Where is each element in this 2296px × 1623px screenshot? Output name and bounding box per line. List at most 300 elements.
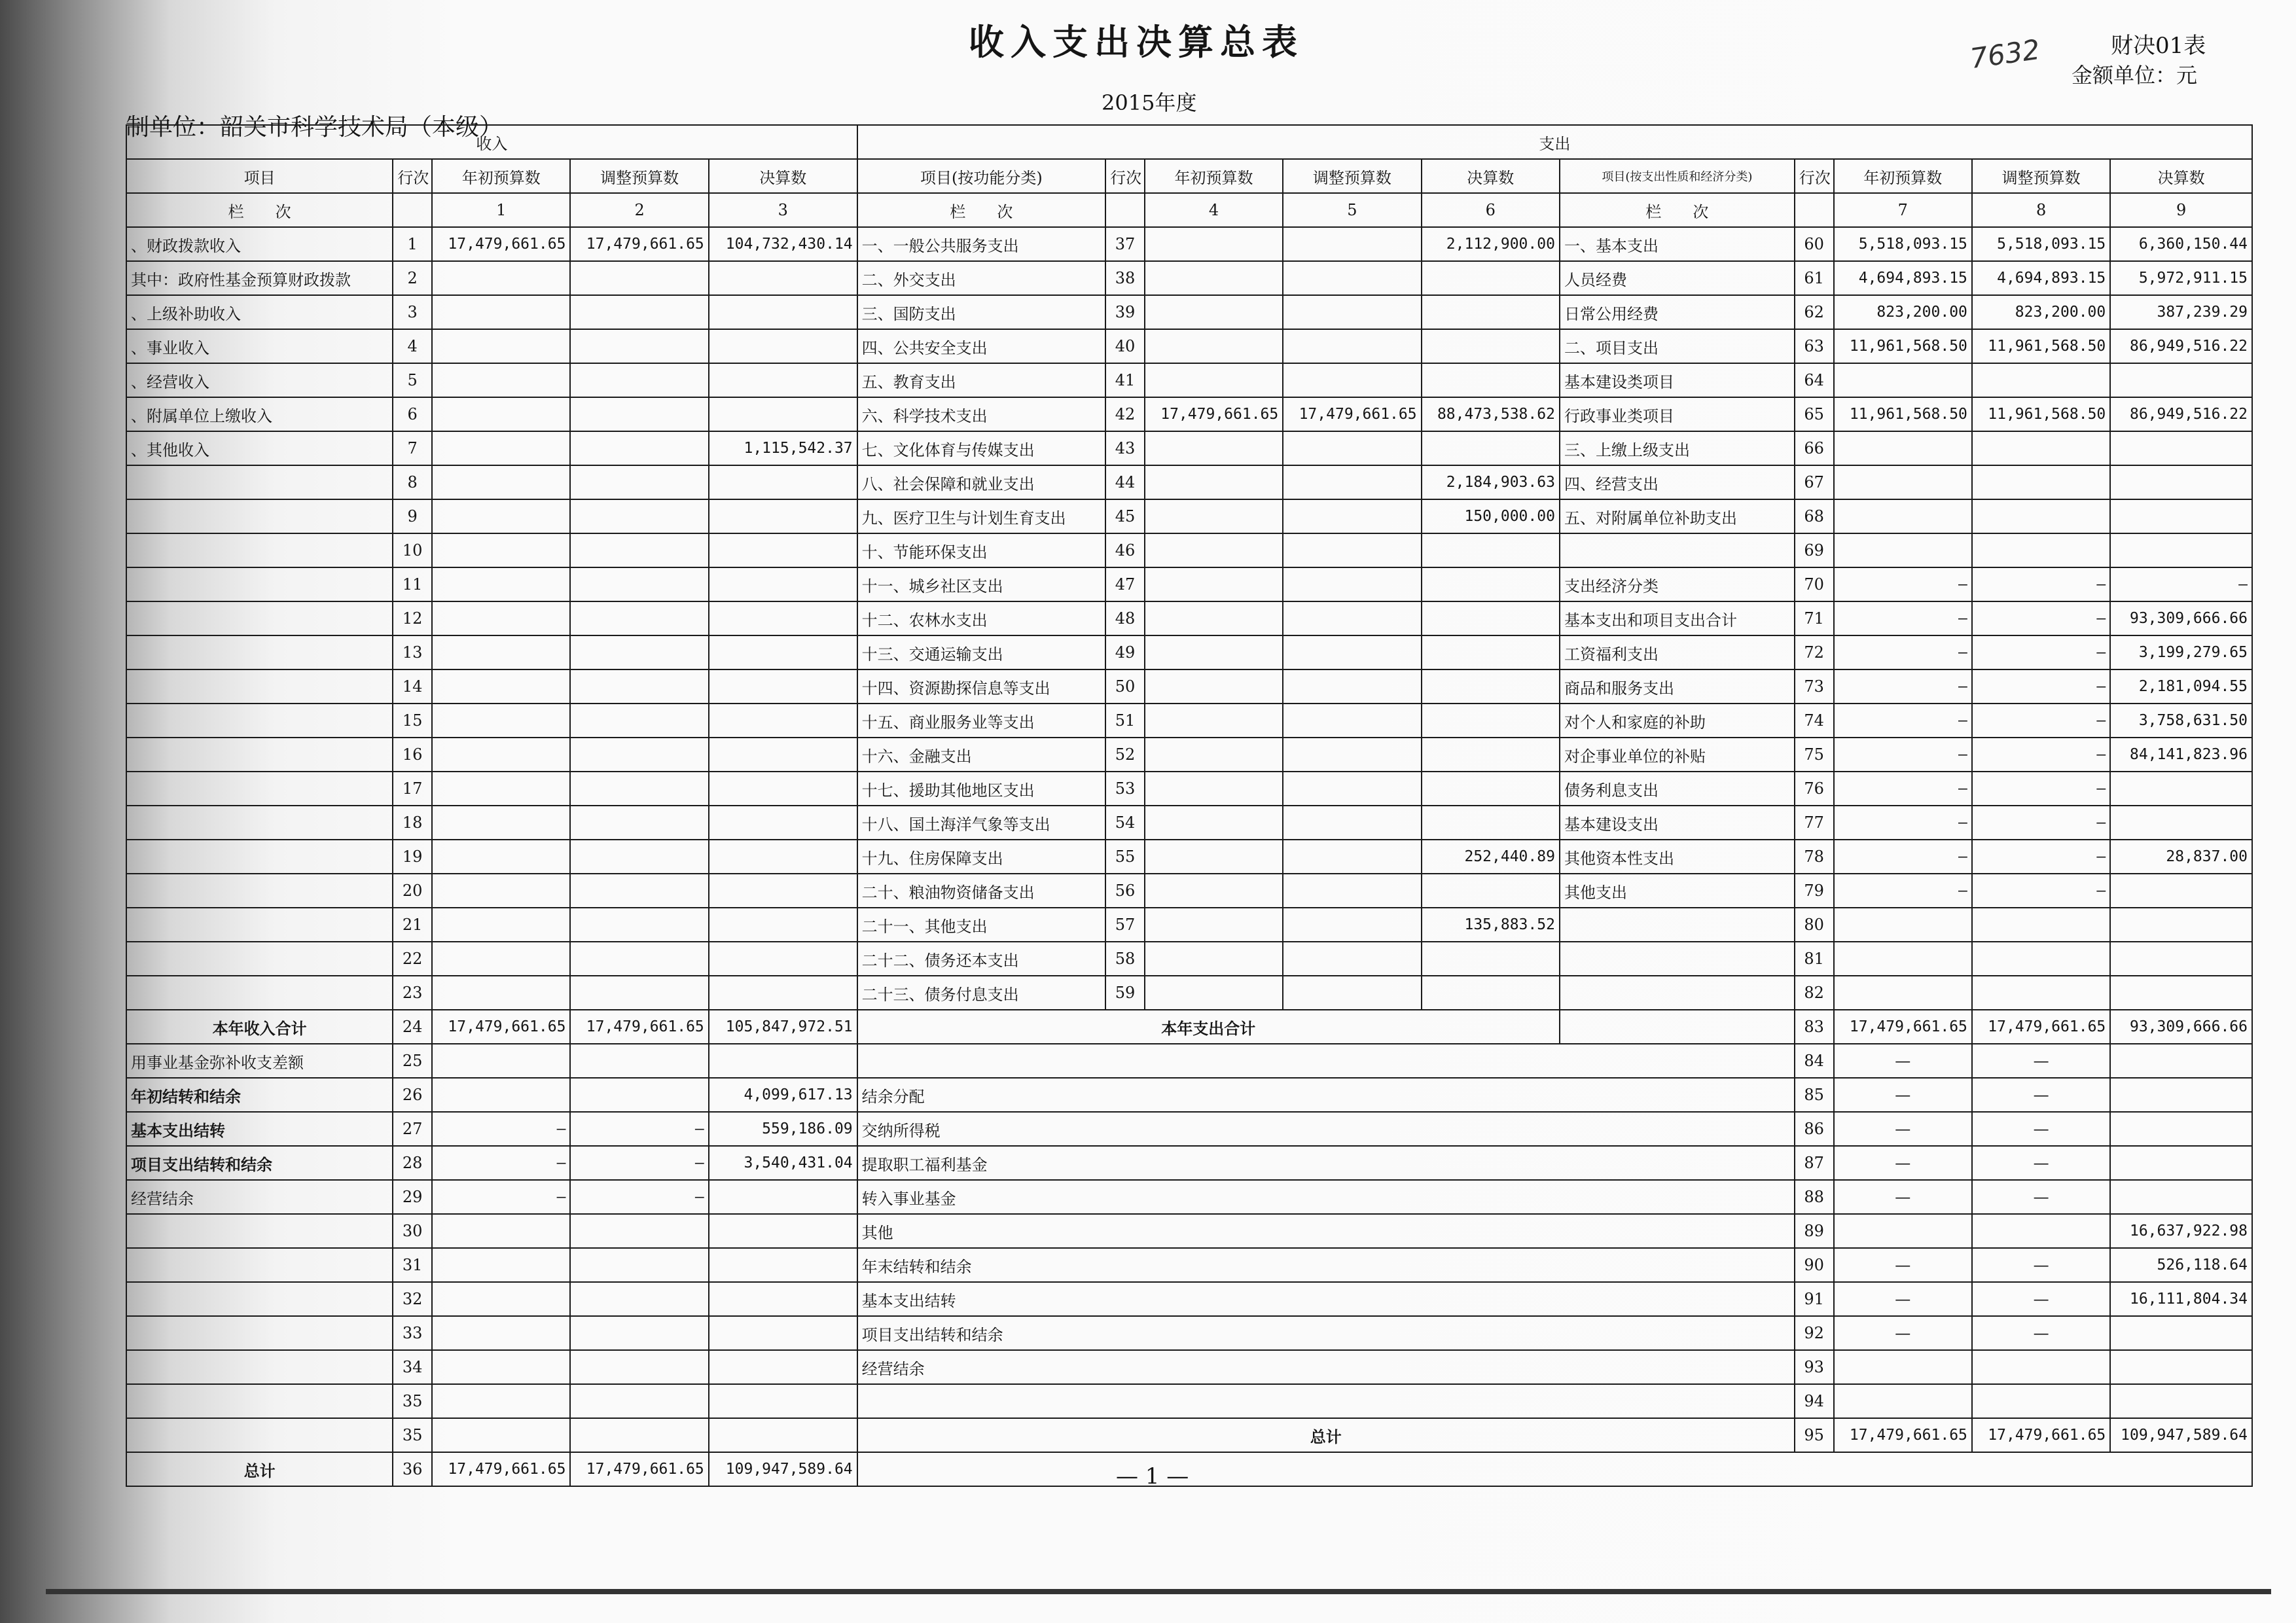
func-expense-item-label: 九、医疗卫生与计划生育支出 xyxy=(857,499,1105,533)
income-initial-budget xyxy=(432,704,570,738)
econ-expense-adjusted-budget: 11,961,568.50 xyxy=(1972,397,2110,431)
func-expense-adjusted-budget xyxy=(1283,806,1421,840)
func-expense-final-amount xyxy=(1422,738,1560,772)
balance-final xyxy=(2110,1146,2252,1180)
econ-expense-final-amount: 86,949,516.22 xyxy=(2110,397,2252,431)
income-final-amount xyxy=(709,1044,857,1078)
income-final-amount xyxy=(709,1282,857,1316)
func-expense-adjusted-budget xyxy=(1283,738,1421,772)
balance-initial xyxy=(1834,1214,1972,1248)
income-adjusted-budget: — xyxy=(570,1146,708,1180)
income-initial-budget xyxy=(432,329,570,363)
income-final-amount xyxy=(709,1316,857,1350)
income-line-number: 3 xyxy=(393,295,432,329)
income-line-number: 26 xyxy=(393,1078,432,1112)
balance-adjusted: — xyxy=(1972,1112,2110,1146)
balance-adjusted: — xyxy=(1972,1180,2110,1214)
income-adjusted-budget: — xyxy=(570,1180,708,1214)
balance-initial: 17,479,661.65 xyxy=(1834,1418,1972,1452)
income-initial-budget xyxy=(432,363,570,397)
econ-expense-line-number: 74 xyxy=(1795,704,1834,738)
column-index-label: 栏 次 xyxy=(857,193,1105,227)
table-row xyxy=(126,125,2252,159)
income-adjusted-budget xyxy=(570,1316,708,1350)
income-final-amount xyxy=(709,874,857,908)
income-final-amount xyxy=(709,635,857,669)
income-item-label xyxy=(126,772,393,806)
balance-line: 84 xyxy=(1795,1044,1834,1078)
econ-expense-final-amount xyxy=(2110,908,2252,942)
econ-expense-final-amount: — xyxy=(2110,567,2252,601)
func-expense-line-number: 50 xyxy=(1105,669,1145,704)
balance-adjusted xyxy=(1972,1350,2110,1384)
income-line-number: 10 xyxy=(393,533,432,567)
income-adjusted-budget xyxy=(570,465,708,499)
econ-expense-item-label: 债务利息支出 xyxy=(1560,772,1795,806)
income-line-number: 17 xyxy=(393,772,432,806)
func-expense-item-label: 二、外交支出 xyxy=(857,261,1105,295)
func-expense-final-amount: 88,473,538.62 xyxy=(1422,397,1560,431)
table-row xyxy=(126,840,2252,874)
table-row xyxy=(126,363,2252,397)
income-item-label xyxy=(126,704,393,738)
econ-expense-initial-budget xyxy=(1834,976,1972,1010)
income-expense-table xyxy=(126,124,2253,1487)
table-row xyxy=(126,874,2252,908)
initial-budget-header: 年初预算数 xyxy=(432,159,570,193)
column-index: 8 xyxy=(1972,193,2110,227)
econ-expense-item-label: 基本支出和项目支出合计 xyxy=(1560,601,1795,635)
econ-expense-adjusted-budget: — xyxy=(1972,874,2110,908)
econ-expense-adjusted-budget xyxy=(1972,908,2110,942)
income-initial-budget xyxy=(432,772,570,806)
func-expense-item-label: 八、社会保障和就业支出 xyxy=(857,465,1105,499)
income-initial-budget xyxy=(432,635,570,669)
func-expense-line-number: 41 xyxy=(1105,363,1145,397)
initial-budget-header: 年初预算数 xyxy=(1145,159,1283,193)
income-final-amount xyxy=(709,601,857,635)
econ-expense-adjusted-budget xyxy=(1972,533,2110,567)
income-line-number: 31 xyxy=(393,1248,432,1282)
income-final-amount xyxy=(709,363,857,397)
econ-expense-item-label: 二、项目支出 xyxy=(1560,329,1795,363)
income-initial-budget xyxy=(432,874,570,908)
func-expense-initial-budget xyxy=(1145,601,1283,635)
func-expense-initial-budget xyxy=(1145,669,1283,704)
income-adjusted-budget xyxy=(570,704,708,738)
econ-expense-initial-budget: — xyxy=(1834,772,1972,806)
income-item-label: 、附属单位上缴收入 xyxy=(126,397,393,431)
func-expense-line-number: 53 xyxy=(1105,772,1145,806)
income-line-number: 13 xyxy=(393,635,432,669)
column-index-blank xyxy=(1795,193,1834,227)
income-item-label xyxy=(126,874,393,908)
income-initial-budget xyxy=(432,1078,570,1112)
func-expense-line-number: 58 xyxy=(1105,942,1145,976)
func-expense-final-amount xyxy=(1422,772,1560,806)
econ-expense-empty-cell xyxy=(1560,1010,1795,1044)
income-adjusted-budget xyxy=(570,874,708,908)
econ-expense-line-number: 81 xyxy=(1795,942,1834,976)
adjusted-budget-header: 调整预算数 xyxy=(570,159,708,193)
balance-line: 90 xyxy=(1795,1248,1834,1282)
income-line-number: 35 xyxy=(393,1384,432,1418)
income-line-number: 28 xyxy=(393,1146,432,1180)
income-item-label xyxy=(126,840,393,874)
final-header: 决算数 xyxy=(2110,159,2252,193)
income-final-amount: 104,732,430.14 xyxy=(709,227,857,261)
econ-expense-adjusted-budget: 823,200.00 xyxy=(1972,295,2110,329)
balance-adjusted xyxy=(1972,1384,2110,1418)
grand-total-blank xyxy=(857,1452,2252,1486)
balance-item-label: 总计 xyxy=(857,1418,1795,1452)
econ-expense-item-label: 人员经费 xyxy=(1560,261,1795,295)
balance-item-label: 年末结转和结余 xyxy=(857,1248,1795,1282)
income-adjusted-budget xyxy=(570,942,708,976)
income-initial-budget: 17,479,661.65 xyxy=(432,227,570,261)
econ-expense-line-number: 75 xyxy=(1795,738,1834,772)
func-expense-adjusted-budget xyxy=(1283,772,1421,806)
func-expense-initial-budget xyxy=(1145,738,1283,772)
func-expense-adjusted-budget xyxy=(1283,431,1421,465)
balance-initial: — xyxy=(1834,1316,1972,1350)
page-number: — 1 — xyxy=(1116,1463,1189,1489)
balance-item-label: 基本支出结转 xyxy=(857,1282,1795,1316)
income-adjusted-budget xyxy=(570,295,708,329)
income-line-number: 34 xyxy=(393,1350,432,1384)
balance-adjusted: — xyxy=(1972,1146,2110,1180)
econ-expense-final-amount: 6,360,150.44 xyxy=(2110,227,2252,261)
column-index: 4 xyxy=(1145,193,1283,227)
table-row xyxy=(126,669,2252,704)
balance-final xyxy=(2110,1350,2252,1384)
paper-edge-line xyxy=(46,1589,2271,1594)
econ-expense-item-label: 一、基本支出 xyxy=(1560,227,1795,261)
func-expense-line-number: 47 xyxy=(1105,567,1145,601)
balance-line: 85 xyxy=(1795,1078,1834,1112)
income-initial-budget xyxy=(432,1248,570,1282)
econ-expense-line-number: 61 xyxy=(1795,261,1834,295)
econ-expense-initial-budget: — xyxy=(1834,601,1972,635)
income-adjusted-budget xyxy=(570,1282,708,1316)
func-expense-item-label: 十八、国土海洋气象等支出 xyxy=(857,806,1105,840)
income-initial-budget xyxy=(432,1418,570,1452)
econ-expense-line-number: 63 xyxy=(1795,329,1834,363)
econ-expense-final-amount xyxy=(2110,363,2252,397)
income-initial-budget xyxy=(432,1384,570,1418)
econ-expense-initial-budget xyxy=(1834,465,1972,499)
income-line-number: 23 xyxy=(393,976,432,1010)
balance-final: 109,947,589.64 xyxy=(2110,1418,2252,1452)
income-item-label xyxy=(126,465,393,499)
func-expense-final-amount xyxy=(1422,261,1560,295)
func-expense-item-label: 十九、住房保障支出 xyxy=(857,840,1105,874)
func-expense-final-amount xyxy=(1422,976,1560,1010)
func-expense-initial-budget xyxy=(1145,329,1283,363)
final-header: 决算数 xyxy=(1422,159,1560,193)
econ-expense-item-label: 三、上缴上级支出 xyxy=(1560,431,1795,465)
econ-expense-adjusted-budget: — xyxy=(1972,806,2110,840)
balance-initial: — xyxy=(1834,1146,1972,1180)
func-expense-initial-budget xyxy=(1145,261,1283,295)
income-final-amount xyxy=(709,1350,857,1384)
econ-expense-final-amount xyxy=(2110,465,2252,499)
func-expense-initial-budget xyxy=(1145,533,1283,567)
income-final-amount xyxy=(709,261,857,295)
table-row xyxy=(126,1112,2252,1146)
func-expense-item-label: 六、科学技术支出 xyxy=(857,397,1105,431)
func-expense-initial-budget: 17,479,661.65 xyxy=(1145,397,1283,431)
func-expense-final-amount xyxy=(1422,567,1560,601)
income-adjusted-budget xyxy=(570,669,708,704)
econ-expense-line-number: 71 xyxy=(1795,601,1834,635)
table-row xyxy=(126,1418,2252,1452)
econ-expense-final-amount: 3,199,279.65 xyxy=(2110,635,2252,669)
balance-blank xyxy=(857,1044,1795,1078)
func-expense-line-number: 54 xyxy=(1105,806,1145,840)
func-expense-adjusted-budget xyxy=(1283,874,1421,908)
func-expense-line-number: 57 xyxy=(1105,908,1145,942)
income-adjusted-budget xyxy=(570,261,708,295)
income-grand-total-item-label: 总计 xyxy=(126,1452,393,1486)
income-initial-budget xyxy=(432,601,570,635)
income-item-label: 、财政拨款收入 xyxy=(126,227,393,261)
func-expense-initial-budget xyxy=(1145,295,1283,329)
econ-expense-line-number: 82 xyxy=(1795,976,1834,1010)
func-expense-item-label: 二十二、债务还本支出 xyxy=(857,942,1105,976)
econ-expense-initial-budget xyxy=(1834,363,1972,397)
income-final-amount xyxy=(709,738,857,772)
func-expense-line-number: 48 xyxy=(1105,601,1145,635)
income-line-number: 29 xyxy=(393,1180,432,1214)
econ-expense-adjusted-budget: 4,694,893.15 xyxy=(1972,261,2110,295)
table-row xyxy=(126,806,2252,840)
income-final-amount xyxy=(709,329,857,363)
income-line-number: 30 xyxy=(393,1214,432,1248)
income-final-amount xyxy=(709,942,857,976)
econ-expense-initial-budget: — xyxy=(1834,874,1972,908)
table-body xyxy=(126,125,2252,1486)
econ-expense-initial-budget: — xyxy=(1834,669,1972,704)
func-expense-final-amount: 135,883.52 xyxy=(1422,908,1560,942)
func-expense-item-label: 二十三、债务付息支出 xyxy=(857,976,1105,1010)
econ-expense-initial-budget: 4,694,893.15 xyxy=(1834,261,1972,295)
income-adjusted-budget xyxy=(570,840,708,874)
func-expense-line-number: 51 xyxy=(1105,704,1145,738)
income-line-number: 27 xyxy=(393,1112,432,1146)
balance-line: 89 xyxy=(1795,1214,1834,1248)
column-index: 1 xyxy=(432,193,570,227)
handwritten-mark: 7632 xyxy=(1968,33,2042,75)
table-row xyxy=(126,1248,2252,1282)
econ-expense-item-label xyxy=(1560,908,1795,942)
econ-expense-line-number: 73 xyxy=(1795,669,1834,704)
func-expense-final-amount xyxy=(1422,431,1560,465)
econ-expense-adjusted-budget xyxy=(1972,942,2110,976)
income-final-amount xyxy=(709,840,857,874)
balance-line: 93 xyxy=(1795,1350,1834,1384)
initial-budget-header: 年初预算数 xyxy=(1834,159,1972,193)
table-row xyxy=(126,431,2252,465)
func-expense-adjusted-budget xyxy=(1283,329,1421,363)
table-row xyxy=(126,1452,2252,1486)
func-expense-line-number: 56 xyxy=(1105,874,1145,908)
econ-expense-item-label xyxy=(1560,976,1795,1010)
income-line-number: 19 xyxy=(393,840,432,874)
func-item-header: 项目(按功能分类) xyxy=(857,159,1105,193)
func-expense-adjusted-budget xyxy=(1283,976,1421,1010)
balance-item-label: 经营结余 xyxy=(857,1350,1795,1384)
econ-expense-final-amount: 93,309,666.66 xyxy=(2110,601,2252,635)
income-initial-budget xyxy=(432,1316,570,1350)
income-final-amount xyxy=(709,772,857,806)
econ-expense-initial-budget xyxy=(1834,908,1972,942)
econ-expense-item-label: 行政事业类项目 xyxy=(1560,397,1795,431)
func-expense-initial-budget xyxy=(1145,840,1283,874)
income-final-amount xyxy=(709,1384,857,1418)
income-line-number: 18 xyxy=(393,806,432,840)
income-adjusted-budget xyxy=(570,772,708,806)
func-expense-final-amount xyxy=(1422,874,1560,908)
income-adjusted-budget xyxy=(570,1078,708,1112)
income-item-label xyxy=(126,1214,393,1248)
func-expense-final-amount xyxy=(1422,533,1560,567)
balance-item-label: 交纳所得税 xyxy=(857,1112,1795,1146)
func-expense-initial-budget xyxy=(1145,363,1283,397)
func-expense-item-label: 三、国防支出 xyxy=(857,295,1105,329)
income-line-number: 32 xyxy=(393,1282,432,1316)
econ-expense-initial-budget: — xyxy=(1834,567,1972,601)
income-final-amount: 1,115,542.37 xyxy=(709,431,857,465)
econ-item-header: 项目(按支出性质和经济分类) xyxy=(1560,159,1795,193)
income-line-number: 16 xyxy=(393,738,432,772)
func-expense-line-number: 37 xyxy=(1105,227,1145,261)
econ-expense-final-amount xyxy=(2110,942,2252,976)
econ-expense-item-label: 工资福利支出 xyxy=(1560,635,1795,669)
income-item-label: 、上级补助收入 xyxy=(126,295,393,329)
income-initial-budget: — xyxy=(432,1146,570,1180)
income-final-amount xyxy=(709,1214,857,1248)
column-index-label: 栏 次 xyxy=(126,193,393,227)
income-line-number: 8 xyxy=(393,465,432,499)
func-expense-final-amount: 150,000.00 xyxy=(1422,499,1560,533)
func-expense-item-label: 十六、金融支出 xyxy=(857,738,1105,772)
table-row xyxy=(126,227,2252,261)
expense-total-label: 本年支出合计 xyxy=(857,1010,1560,1044)
column-index: 6 xyxy=(1422,193,1560,227)
econ-expense-adjusted-budget: 11,961,568.50 xyxy=(1972,329,2110,363)
table-row xyxy=(126,567,2252,601)
income-line-number: 20 xyxy=(393,874,432,908)
econ-expense-final-amount: 5,972,911.15 xyxy=(2110,261,2252,295)
econ-expense-adjusted-budget xyxy=(1972,499,2110,533)
balance-item-label: 其他 xyxy=(857,1214,1795,1248)
income-final-amount xyxy=(709,465,857,499)
econ-expense-item-label: 对个人和家庭的补助 xyxy=(1560,704,1795,738)
table-row xyxy=(126,499,2252,533)
econ-expense-adjusted-budget: — xyxy=(1972,772,2110,806)
table-row xyxy=(126,1214,2252,1248)
income-total-adjusted-budget: 17,479,661.65 xyxy=(570,1010,708,1044)
income-item-label: 基本支出结转 xyxy=(126,1112,393,1146)
income-line-number: 6 xyxy=(393,397,432,431)
func-expense-item-label: 十一、城乡社区支出 xyxy=(857,567,1105,601)
func-expense-adjusted-budget xyxy=(1283,363,1421,397)
table-row xyxy=(126,601,2252,635)
income-final-amount xyxy=(709,567,857,601)
income-line-number: 22 xyxy=(393,942,432,976)
income-line-number: 15 xyxy=(393,704,432,738)
econ-expense-adjusted-budget: — xyxy=(1972,567,2110,601)
income-final-amount xyxy=(709,1248,857,1282)
func-expense-adjusted-budget xyxy=(1283,567,1421,601)
func-expense-item-label: 二十一、其他支出 xyxy=(857,908,1105,942)
income-adjusted-budget xyxy=(570,601,708,635)
column-index-blank xyxy=(1105,193,1145,227)
econ-expense-adjusted-budget xyxy=(1972,431,2110,465)
income-total-item-label: 本年收入合计 xyxy=(126,1010,393,1044)
income-item-label xyxy=(126,567,393,601)
func-expense-line-number: 49 xyxy=(1105,635,1145,669)
income-initial-budget xyxy=(432,1350,570,1384)
balance-item-label: 项目支出结转和结余 xyxy=(857,1316,1795,1350)
econ-expense-line-number: 69 xyxy=(1795,533,1834,567)
income-initial-budget xyxy=(432,1214,570,1248)
income-initial-budget xyxy=(432,499,570,533)
table-row xyxy=(126,976,2252,1010)
column-index: 2 xyxy=(570,193,708,227)
econ-expense-final-amount xyxy=(2110,976,2252,1010)
form-code: 财决01表 xyxy=(2111,33,2206,59)
table-row xyxy=(126,942,2252,976)
income-adjusted-budget: — xyxy=(570,1112,708,1146)
income-adjusted-budget xyxy=(570,738,708,772)
func-expense-item-label: 十三、交通运输支出 xyxy=(857,635,1105,669)
func-expense-adjusted-budget: 17,479,661.65 xyxy=(1283,397,1421,431)
line-header: 行次 xyxy=(1105,159,1145,193)
income-item-label xyxy=(126,1282,393,1316)
econ-expense-line-number: 66 xyxy=(1795,431,1834,465)
income-item-label xyxy=(126,976,393,1010)
income-adjusted-budget: 17,479,661.65 xyxy=(570,227,708,261)
column-index-blank xyxy=(393,193,432,227)
func-expense-adjusted-budget xyxy=(1283,704,1421,738)
income-final-amount: 4,099,617.13 xyxy=(709,1078,857,1112)
econ-expense-final-amount xyxy=(2110,874,2252,908)
income-initial-budget xyxy=(432,1282,570,1316)
table-row xyxy=(126,1044,2252,1078)
econ-expense-line-number: 67 xyxy=(1795,465,1834,499)
econ-expense-initial-budget: 823,200.00 xyxy=(1834,295,1972,329)
balance-line: 88 xyxy=(1795,1180,1834,1214)
income-final-amount xyxy=(709,908,857,942)
income-total-initial-budget: 17,479,661.65 xyxy=(432,1010,570,1044)
expense-total-final: 93,309,666.66 xyxy=(2110,1010,2252,1044)
report-year: 2015年度 xyxy=(1102,90,1197,115)
income-item-label xyxy=(126,1418,393,1452)
balance-final xyxy=(2110,1316,2252,1350)
econ-expense-final-amount: 3,758,631.50 xyxy=(2110,704,2252,738)
table-row xyxy=(126,1316,2252,1350)
econ-expense-initial-budget: 11,961,568.50 xyxy=(1834,329,1972,363)
econ-expense-initial-budget xyxy=(1834,499,1972,533)
func-expense-adjusted-budget xyxy=(1283,635,1421,669)
income-adjusted-budget xyxy=(570,1418,708,1452)
income-adjusted-budget xyxy=(570,806,708,840)
income-final-amount: 559,186.09 xyxy=(709,1112,857,1146)
balance-adjusted xyxy=(1972,1214,2110,1248)
income-total-final-amount: 105,847,972.51 xyxy=(709,1010,857,1044)
